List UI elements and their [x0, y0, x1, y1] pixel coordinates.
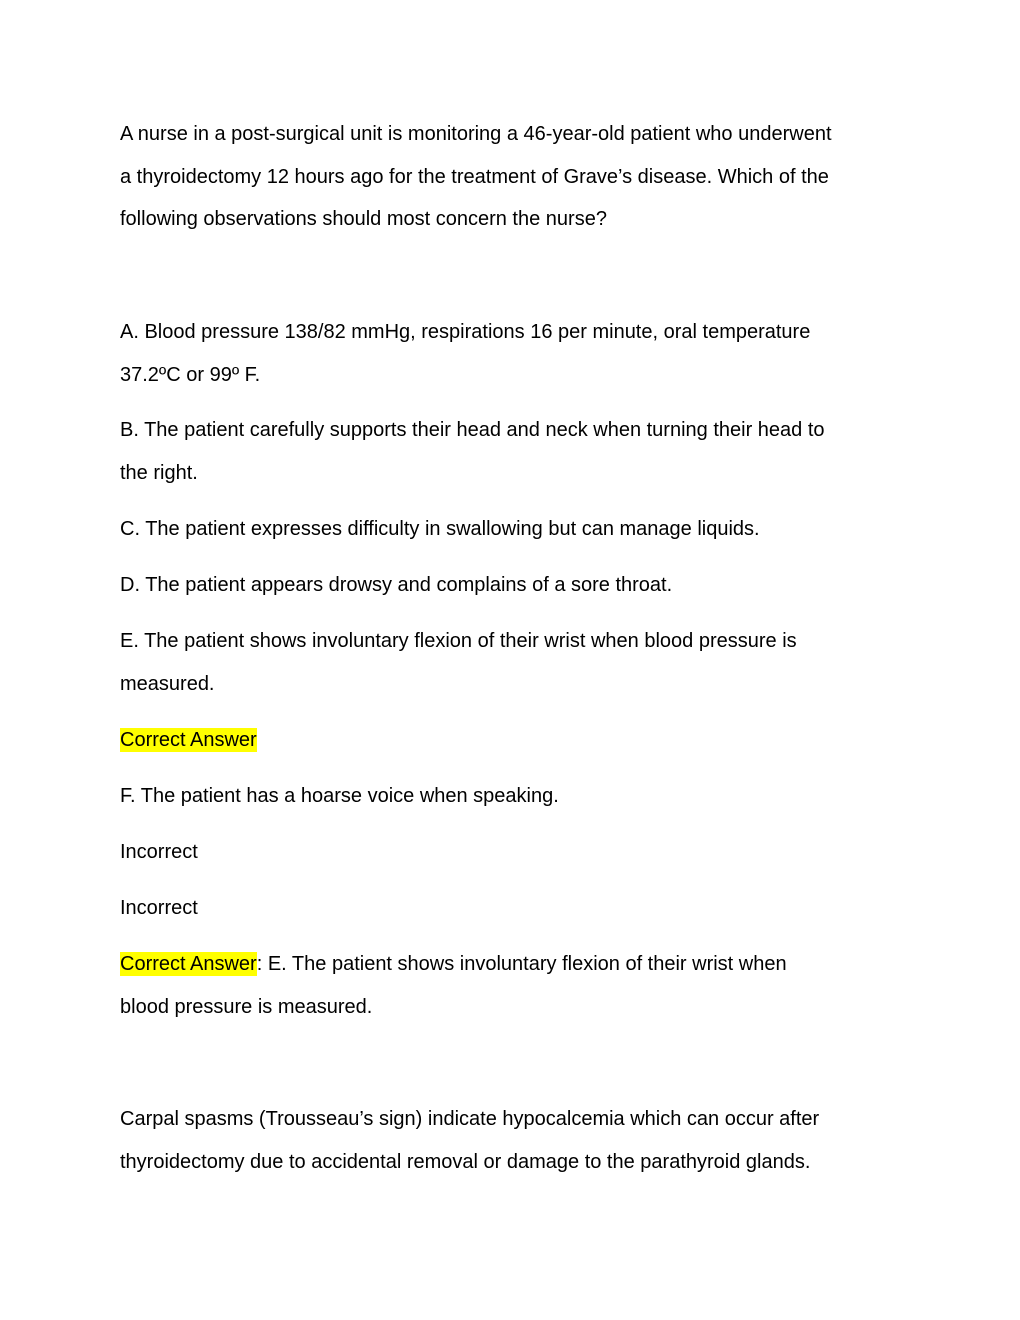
rationale-line-2: thyroidectomy due to accidental removal or damage to the parathyroid glands. [120, 1151, 811, 1173]
question-line-1: A nurse in a post-surgical unit is monitoring a 46-year-old patient who underwent [120, 123, 832, 145]
incorrect-marker: Incorrect [120, 897, 198, 919]
correct-answer-marker [120, 726, 257, 754]
option-b-line-2: the right. [120, 462, 198, 484]
option-e-line-1: E. The patient shows involuntary flexion of their wrist when blood pressure is [120, 630, 797, 652]
incorrect-marker: Incorrect [120, 841, 198, 863]
answer-line-1 [120, 950, 787, 978]
question-line-3: following observations should most concern the nurse? [120, 208, 607, 230]
option-d-line-1: D. The patient appears drowsy and complains of a sore throat. [120, 574, 673, 596]
option-c-line-1: C. The patient expresses difficulty in swallowing but can manage liquids. [120, 518, 760, 540]
option-f-line-1: F. The patient has a hoarse voice when speaking. [120, 785, 559, 807]
option-b-line-1: B. The patient carefully supports their head and neck when turning their head to [120, 419, 825, 441]
option-a-line-1: A. Blood pressure 138/82 mmHg, respirations 16 per minute, oral temperature [120, 321, 811, 343]
question-line-2: a thyroidectomy 12 hours ago for the treatment of Grave’s disease. Which of the [120, 166, 829, 188]
rationale-line-1: Carpal spasms (Trousseau’s sign) indicate hypocalcemia which can occur after [120, 1108, 820, 1130]
option-a-line-2: 37.2ºC or 99º F. [120, 364, 261, 386]
answer-text: : E. The patient shows involuntary flexion of their wrist when [256, 953, 787, 975]
answer-line-2: blood pressure is measured. [120, 996, 373, 1018]
correct-answer-highlight: Correct Answer [120, 729, 257, 751]
option-e-line-2: measured. [120, 673, 215, 695]
answer-label-highlight: Correct Answer [120, 953, 257, 975]
